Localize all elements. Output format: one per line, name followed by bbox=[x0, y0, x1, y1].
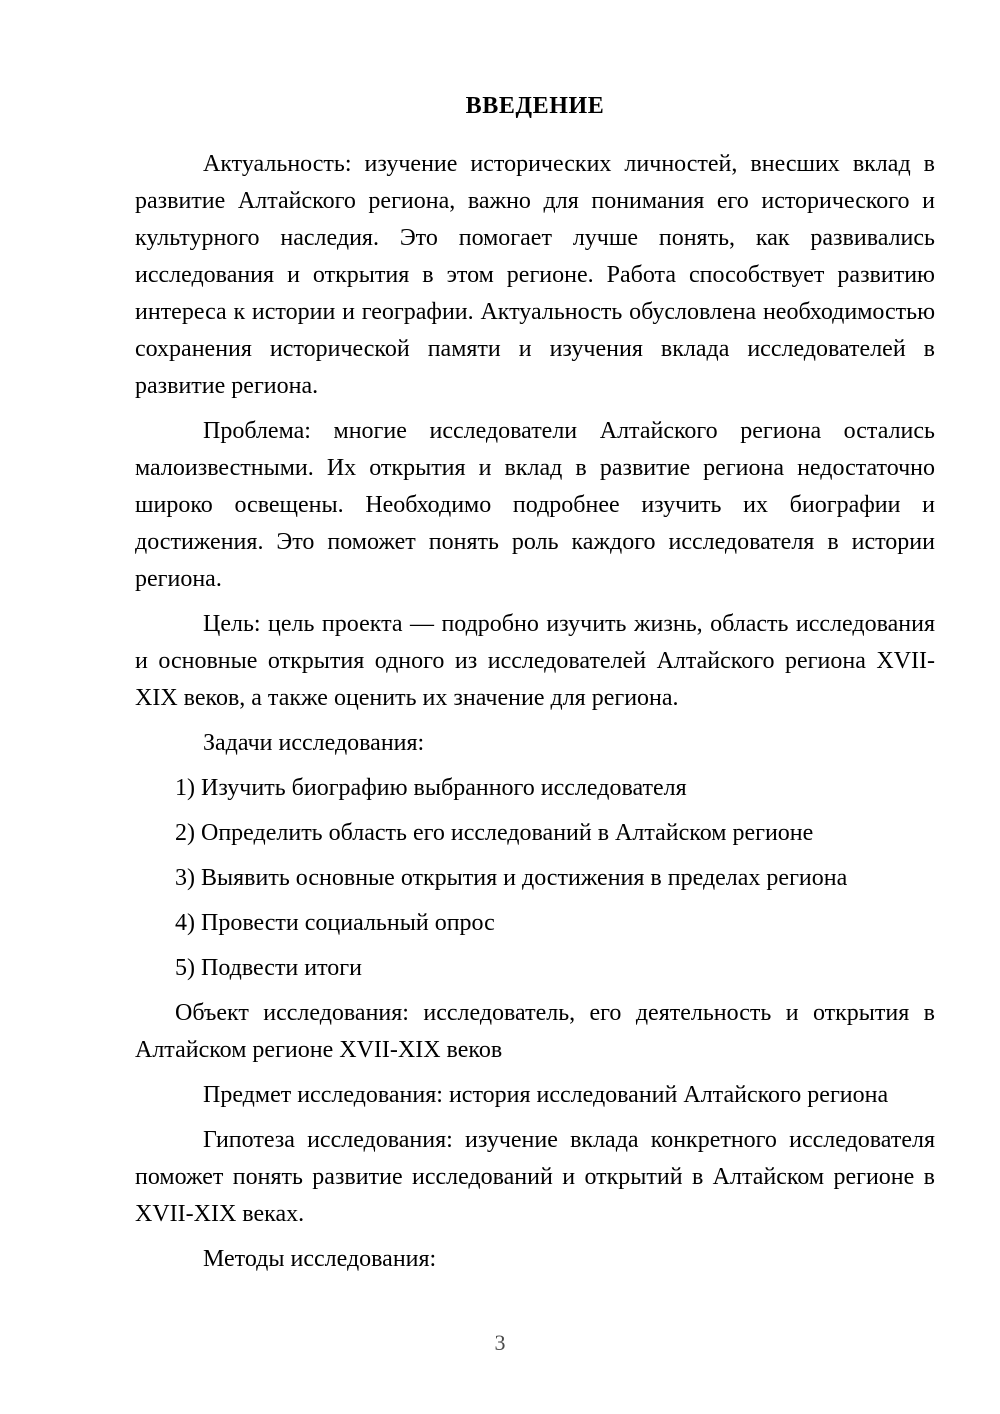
paragraph-object: Объект исследования: исследователь, его деятельность и открытия в Алтайском регионе XVII-XIX веков bbox=[135, 1000, 935, 1063]
page-title: ВВЕДЕНИЕ bbox=[465, 93, 605, 119]
list-item: 2) Определить область его исследований в Алтайском регионе bbox=[175, 820, 814, 846]
paragraph-hypothesis: Гипотеза исследования: изучение вклада конкретного исследователя поможет понять развитие исследований и открытий в Алтайском регионе в XVII-XIX веках. bbox=[135, 1127, 935, 1227]
paragraph-relevance: Актуальность: изучение исторических личностей, внесших вклад в развитие Алтайского региона, важно для понимания его исторического и культурного наследия. Это помогает лучше понять, как развивались исследования и открытия в этом регионе. Работа способствует развитию интереса к истории и географии. Актуальность обусловлена необходимостью сохранения исторической памяти и изучения вклада исследователей в развитие региона. bbox=[135, 151, 935, 399]
tasks-list bbox=[135, 770, 935, 987]
paragraph-goal: Цель: цель проекта — подробно изучить жизнь, область исследования и основные открытия одного из исследователей Алтайского региона XVII-XIX веков, а также оценить их значение для региона. bbox=[135, 611, 935, 711]
list-item: 5) Подвести итоги bbox=[175, 955, 362, 981]
paragraph-subject: Предмет исследования: история исследований Алтайского региона bbox=[203, 1082, 889, 1108]
page-number: 3 bbox=[494, 1330, 506, 1355]
methods-heading: Методы исследования: bbox=[203, 1246, 437, 1272]
list-item: 3) Выявить основные открытия и достижения в пределах региона bbox=[175, 865, 848, 891]
paragraph-problem: Проблема: многие исследователи Алтайского региона остались малоизвестными. Их открытия и вклад в развитие региона недостаточно широко освещены. Необходимо подробнее изучить их биографии и достижения. Это поможет понять роль каждого исследователя в истории региона. bbox=[135, 418, 935, 592]
tasks-heading: Задачи исследования: bbox=[203, 730, 425, 756]
list-item: 4) Провести социальный опрос bbox=[175, 910, 495, 936]
document-content bbox=[135, 88, 935, 1286]
list-item: 1) Изучить биографию выбранного исследователя bbox=[175, 775, 687, 801]
